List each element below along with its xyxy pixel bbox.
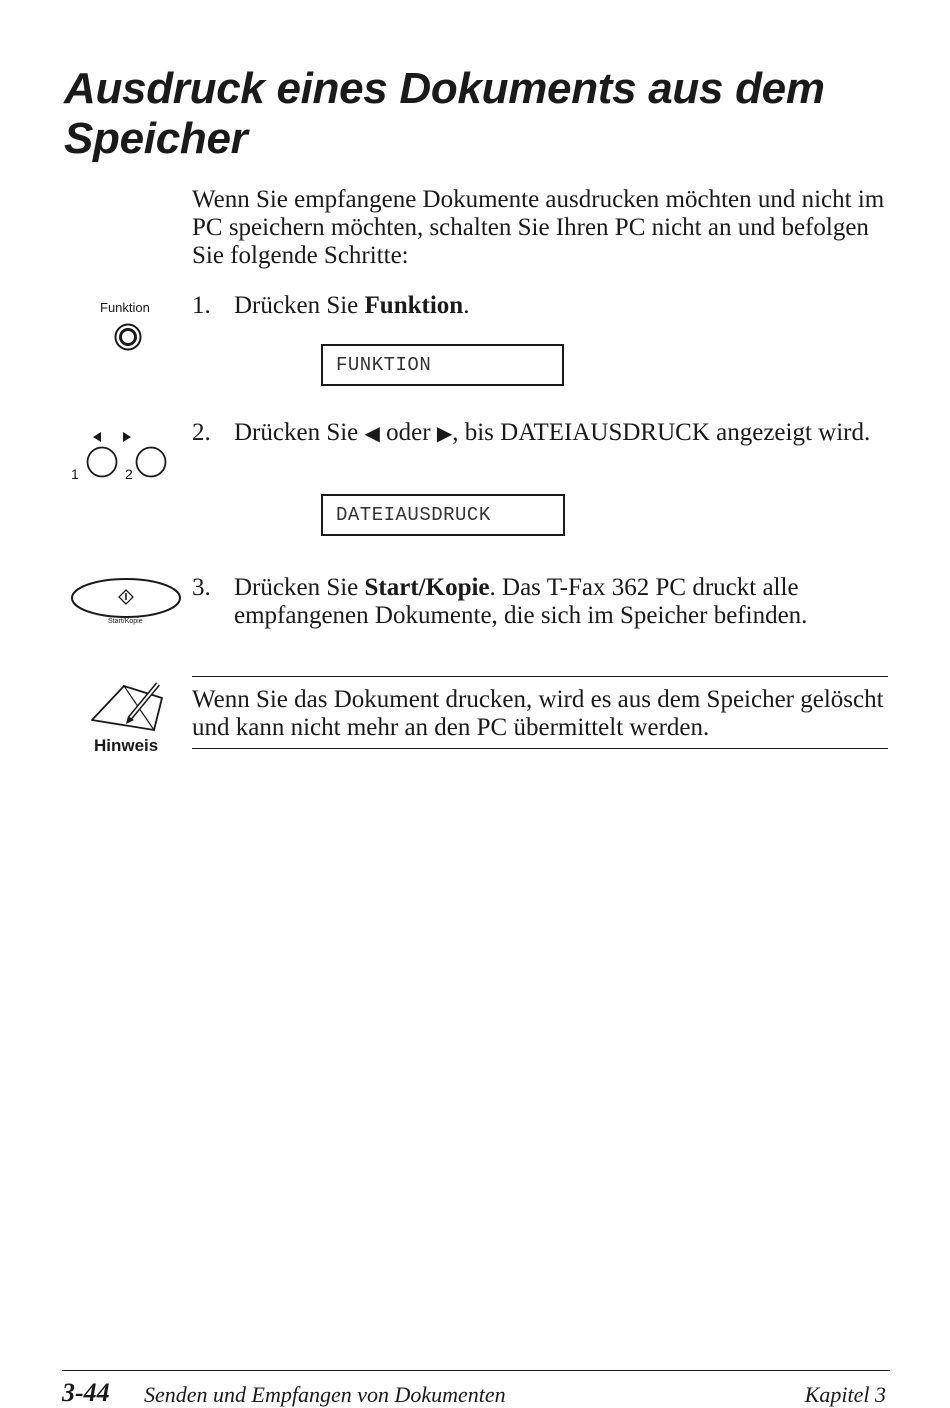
arrow-right-number: 2 (125, 466, 133, 482)
step-text-suffix: . (463, 292, 470, 319)
lcd-display: DATEIAUSDRUCK (321, 494, 565, 536)
step-text-middle: oder (379, 419, 437, 446)
key-name: Start/Kopie (364, 574, 490, 601)
step-text-suffix: , bis DATEIAUSDRUCK angezeigt wird. (452, 419, 871, 446)
footer-page-number: 3-44 (62, 1378, 110, 1407)
left-arrow-icon: ◀ (364, 423, 380, 445)
intro-paragraph: Wenn Sie empfangene Dokumente ausdrucken möchten und nicht im PC speichern möchten, schalten Sie Ihren PC nicht an und befolgen Sie folgende Schritte: (192, 186, 885, 269)
arrow-buttons-icon (68, 428, 172, 486)
lcd-display: FUNKTION (321, 344, 564, 386)
step-number: 2. (192, 419, 211, 446)
step-text: Drücken Sie (234, 292, 365, 319)
step-2 (192, 419, 902, 448)
footer-section-title: Senden und Empfangen von Dokumenten (144, 1382, 506, 1407)
footer-rule (62, 1370, 890, 1371)
pencil-note-icon (90, 676, 166, 732)
note-top-rule (192, 676, 888, 677)
step-1 (192, 292, 902, 320)
step-text: Drücken Sie (234, 419, 365, 446)
note-bottom-rule (192, 748, 888, 749)
step-number: 1. (192, 292, 211, 319)
function-button-icon (114, 323, 142, 351)
function-button-label: Funktion (100, 300, 150, 315)
note-label: Hinweis (94, 736, 159, 755)
step-3 (192, 574, 902, 630)
step-text: Drücken Sie (234, 574, 365, 601)
step-number: 3. (192, 574, 211, 601)
right-arrow-icon: ▶ (436, 423, 453, 445)
page-title: Ausdruck eines Dokuments aus dem Speicher (64, 64, 825, 163)
footer-chapter: Kapitel 3 (804, 1382, 886, 1407)
start-copy-label: Start/Kopie (108, 618, 143, 625)
note-text: Wenn Sie das Dokument drucken, wird es aus dem Speicher gelöscht und kann nicht mehr an den PC übermittelt werden. (192, 686, 884, 741)
arrow-left-number: 1 (71, 466, 79, 482)
step-text-suffix: . Das T-Fax 362 PC druckt alle empfangenen Dokumente, die sich im Speicher befinden. (234, 574, 808, 629)
key-name: Funktion (364, 292, 464, 319)
